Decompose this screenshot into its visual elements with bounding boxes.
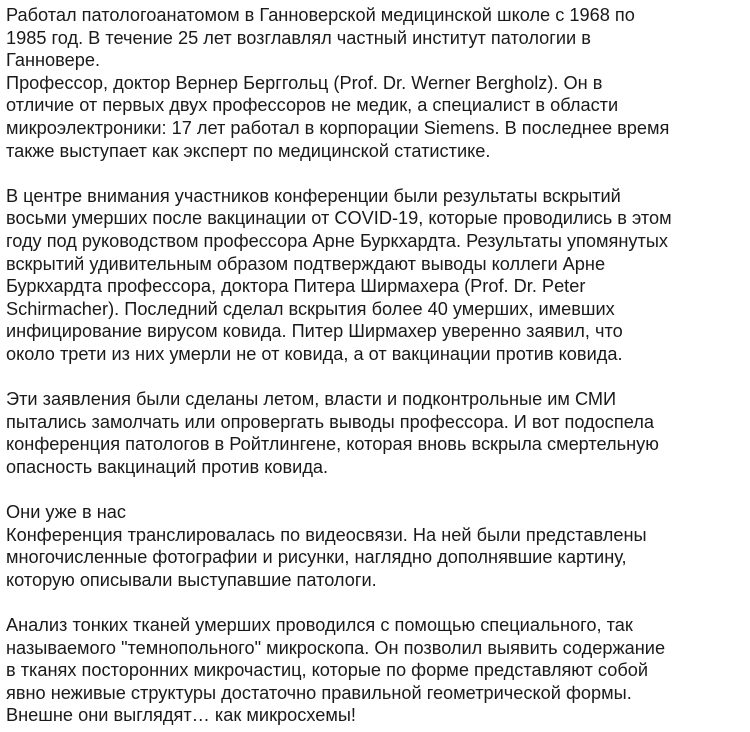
paragraph-5 [6, 614, 744, 727]
text-line: Эти заявления были сделаны летом, власти и подконтрольные им СМИ [6, 389, 617, 410]
text-line: также выступает как эксперт по медицинской статистике. [6, 140, 491, 161]
text-line: микроэлектроники: 17 лет работал в корпорации Siemens. В последнее время [6, 117, 670, 138]
text-line: Работал патологоанатомом в Ганноверской медицинской школе с 1968 по [6, 5, 635, 25]
text-line: году под руководством профессора Арне Буркхардта. Результаты упомянутых [6, 230, 669, 251]
text-line: Буркхардта профессора, доктора Питера Ширмахера (Prof. Dr. Peter [6, 276, 586, 297]
text-line: явно неживые структуры достаточно правильной геометрической формы. [6, 682, 632, 703]
text-line: Профессор, доктор Вернер Берггольц (Prof. Dr. Werner Bergholz). Он в [6, 72, 603, 93]
paragraph-1 [6, 4, 744, 162]
text-line: Анализ тонких тканей умерших проводился с помощью специального, так [6, 615, 633, 636]
text-line: Конференция транслировалась по видеосвязи. На ней были представлены [6, 524, 647, 545]
text-line: вскрытий удивительным образом подтверждают выводы коллеги Арне [6, 253, 606, 274]
text-line: которую описывали выступавшие патологи. [6, 569, 377, 590]
text-line: инфицирование вирусом ковида. Питер Ширмахер уверенно заявил, что [6, 321, 623, 342]
text-line: отличие от первых двух профессоров не медик, а специалист в области [6, 95, 619, 116]
text-line: Schirmacher). Последний сделал вскрытия более 40 умерших, имевших [6, 298, 615, 319]
paragraph-2 [6, 185, 744, 366]
text-line: называемого "темнопольного" микроскопа. Он позволил выявить содержание [6, 637, 666, 658]
text-line: пытались замолчать или опровергать выводы профессора. И вот подоспела [6, 411, 654, 432]
text-line: конференция патологов в Ройтлингене, которая вновь вскрыла смертельную [6, 434, 659, 455]
text-line: опасность вакцинаций против ковида. [6, 456, 329, 477]
text-line: Внешне они выглядят… как микросхемы! [6, 705, 356, 726]
text-line: многочисленные фотографии и рисунки, наглядно дополнявшие картину, [6, 547, 627, 568]
text-line: 1985 год. В течение 25 лет возглавлял частный институт патологии в [6, 27, 591, 48]
text-line: в тканях посторонних микрочастиц, которые по форме представляют собой [6, 660, 649, 681]
text-line: восьми умерших после вакцинации от COVID-19, которые проводились в этом [6, 208, 672, 229]
section-subheading: Они уже в нас [6, 502, 127, 523]
text-line: В центре внимания участников конференции были результаты вскрытий [6, 185, 621, 206]
paragraph-4 [6, 501, 744, 591]
text-line: около трети из них умерли не от ковида, а от вакцинации против ковида. [6, 343, 623, 364]
paragraph-3 [6, 388, 744, 478]
text-line: Ганновере. [6, 50, 101, 71]
